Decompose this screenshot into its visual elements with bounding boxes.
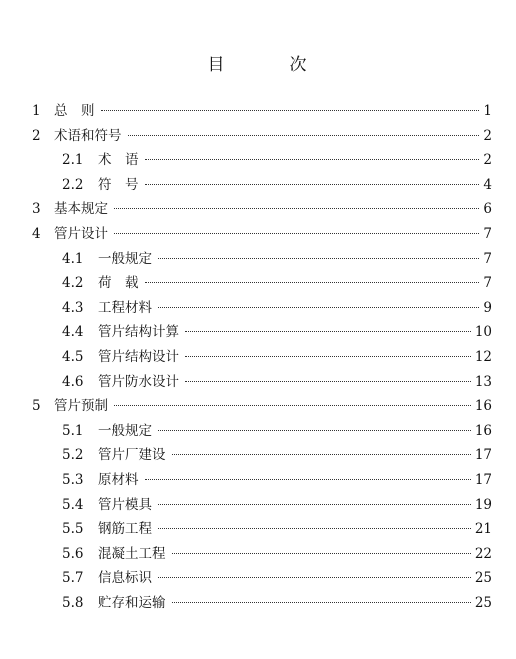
toc-entry[interactable]: [32, 222, 492, 247]
toc-entry-number: 2: [32, 127, 41, 144]
toc-entry[interactable]: [32, 443, 492, 468]
table-of-contents: [32, 99, 492, 615]
toc-entry-number: 2.1: [62, 152, 84, 169]
toc-entry-page: 7: [483, 250, 492, 267]
toc-entry-label: 原材料: [98, 471, 139, 488]
toc-entry-label: 总 则: [54, 103, 95, 119]
toc-entry-label: 钢筋工程: [98, 521, 152, 538]
toc-entry-page: 13: [474, 373, 492, 390]
toc-entry-label: 管片预制: [54, 398, 108, 415]
toc-entry-page: 17: [474, 471, 492, 488]
toc-entry-label: 符 号: [98, 176, 139, 193]
toc-entry[interactable]: [32, 124, 492, 149]
toc-entry-number: 5.2: [62, 447, 84, 464]
toc-entry-page: 10: [474, 324, 492, 341]
toc-dot-leader: [158, 258, 479, 259]
toc-entry-page: 16: [474, 398, 492, 415]
toc-dot-leader: [158, 307, 479, 308]
toc-entry-number: 5.6: [62, 545, 84, 562]
toc-dot-leader: [172, 454, 471, 455]
toc-entry-label: 术 语: [98, 152, 139, 169]
toc-dot-leader: [158, 577, 471, 578]
toc-entry-number: 4.6: [62, 373, 84, 390]
toc-entry-label: 一般规定: [98, 250, 152, 267]
toc-entry[interactable]: [32, 197, 492, 222]
toc-entry-label: 管片结构设计: [98, 348, 179, 365]
toc-entry[interactable]: [32, 320, 492, 345]
toc-entry[interactable]: [32, 468, 492, 493]
toc-entry-page: 17: [474, 447, 492, 464]
toc-entry-label: 管片防水设计: [98, 373, 179, 390]
toc-entry-number: 5: [32, 398, 41, 415]
toc-entry-page: 25: [474, 570, 492, 587]
toc-dot-leader: [145, 159, 480, 160]
toc-entry-label: 贮存和运输: [98, 594, 166, 611]
toc-entry[interactable]: [32, 173, 492, 198]
toc-dot-leader: [145, 184, 480, 185]
toc-entry-page: 22: [474, 545, 492, 562]
toc-dot-leader: [158, 504, 471, 505]
toc-entry[interactable]: [32, 591, 492, 616]
toc-entry[interactable]: [32, 99, 492, 124]
toc-entry-number: 4.5: [62, 348, 84, 365]
toc-entry-page: 6: [483, 201, 492, 218]
toc-entry-number: 2.2: [62, 176, 84, 193]
toc-entry-number: 4.3: [62, 299, 84, 316]
toc-entry-label: 工程材料: [98, 299, 152, 316]
toc-dot-leader: [114, 208, 479, 209]
toc-entry-number: 4.2: [62, 275, 84, 292]
toc-entry-label: 混凝土工程: [98, 545, 166, 562]
toc-entry-page: 7: [483, 275, 492, 292]
toc-entry[interactable]: [32, 542, 492, 567]
toc-dot-leader: [185, 381, 471, 382]
toc-entry[interactable]: [32, 370, 492, 395]
toc-entry-number: 5.8: [62, 594, 84, 611]
toc-entry-page: 2: [483, 152, 492, 169]
toc-dot-leader: [158, 528, 471, 529]
toc-entry-number: 3: [32, 201, 41, 218]
toc-dot-leader: [128, 135, 480, 136]
toc-entry-number: 4.4: [62, 324, 84, 341]
toc-entry[interactable]: [32, 345, 492, 370]
toc-entry-page: 25: [474, 594, 492, 611]
page-title: 目 次: [207, 55, 331, 75]
toc-entry[interactable]: [32, 296, 492, 321]
toc-dot-leader: [185, 331, 471, 332]
toc-dot-leader: [172, 553, 471, 554]
toc-entry-number: 5.1: [62, 422, 84, 439]
toc-dot-leader: [114, 405, 471, 406]
toc-entry-number: 5.7: [62, 570, 84, 587]
toc-entry-label: 管片结构计算: [98, 324, 179, 341]
toc-entry[interactable]: [32, 517, 492, 542]
toc-dot-leader: [172, 602, 471, 603]
toc-entry-number: 5.3: [62, 471, 84, 488]
toc-entry-page: 1: [483, 103, 492, 119]
toc-entry-label: 术语和符号: [54, 127, 122, 144]
toc-entry-label: 管片厂建设: [98, 447, 166, 464]
toc-entry[interactable]: [32, 148, 492, 173]
toc-entry[interactable]: [32, 493, 492, 518]
toc-entry-page: 7: [483, 225, 492, 242]
toc-entry[interactable]: [32, 394, 492, 419]
toc-entry-number: 5.5: [62, 521, 84, 538]
toc-dot-leader: [145, 479, 471, 480]
toc-entry[interactable]: [32, 419, 492, 444]
toc-entry-page: 19: [474, 496, 492, 513]
toc-dot-leader: [185, 356, 471, 357]
toc-entry-page: 2: [483, 127, 492, 144]
toc-dot-leader: [101, 110, 480, 111]
toc-entry[interactable]: [32, 271, 492, 296]
toc-entry-label: 管片模具: [98, 496, 152, 513]
toc-entry-label: 基本规定: [54, 201, 108, 218]
toc-entry-page: 4: [483, 176, 492, 193]
toc-dot-leader: [145, 282, 480, 283]
toc-entry-label: 一般规定: [98, 422, 152, 439]
toc-entry[interactable]: [32, 566, 492, 591]
toc-entry-label: 信息标识: [98, 570, 152, 587]
toc-entry-page: 21: [474, 521, 492, 538]
toc-entry-page: 16: [474, 422, 492, 439]
toc-entry-page: 12: [474, 348, 492, 365]
toc-entry-label: 荷 载: [98, 275, 139, 292]
toc-entry-number: 4: [32, 225, 41, 242]
toc-dot-leader: [158, 430, 471, 431]
toc-entry-number: 4.1: [62, 250, 84, 267]
toc-dot-leader: [114, 233, 479, 234]
toc-entry-number: 5.4: [62, 496, 84, 513]
toc-entry-page: 9: [483, 299, 492, 316]
toc-entry-number: 1: [32, 103, 41, 119]
toc-entry[interactable]: [32, 247, 492, 272]
toc-entry-label: 管片设计: [54, 225, 108, 242]
